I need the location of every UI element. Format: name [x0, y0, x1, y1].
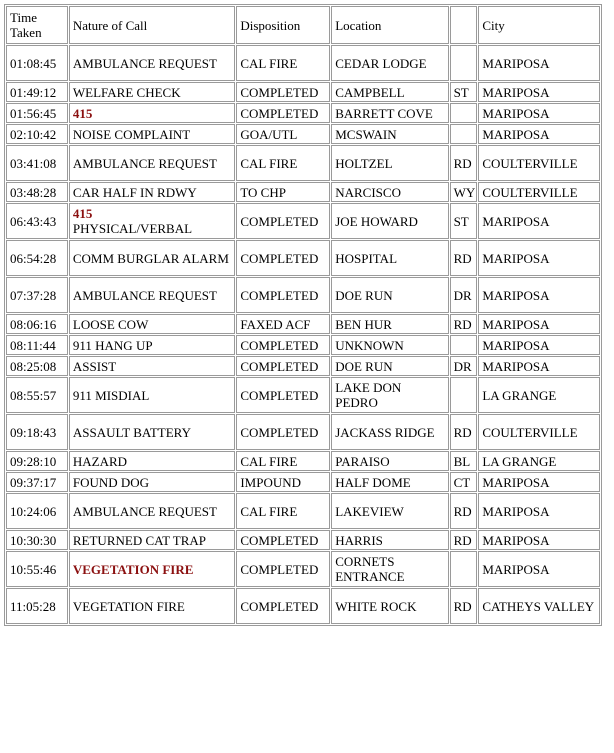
- cell-location: NARCISCO: [331, 182, 448, 202]
- cell-city: MARIPOSA: [478, 103, 600, 123]
- cell-location: UNKNOWN: [331, 335, 448, 355]
- cell-time: 09:28:10: [6, 451, 68, 471]
- cell-suffix: DR: [450, 356, 478, 376]
- nature-text: RETURNED CAT TRAP: [72, 532, 207, 548]
- cell-suffix: RD: [450, 414, 478, 450]
- cell-disposition: GOA/UTL: [236, 124, 330, 144]
- nature-text: AMBULANCE REQUEST: [72, 287, 217, 303]
- cell-disposition: CAL FIRE: [236, 451, 330, 471]
- nature-text: FOUND DOG: [72, 474, 150, 490]
- table-row: [6, 240, 600, 276]
- cell-time: 08:11:44: [6, 335, 68, 355]
- nature-text: 415: [72, 206, 93, 221]
- cell-location: BARRETT COVE: [331, 103, 448, 123]
- nature-text: 911 HANG UP: [72, 337, 153, 353]
- table-row: [6, 414, 600, 450]
- nature-text: CAR HALF IN RDWY: [72, 184, 197, 200]
- cell-suffix: CT: [450, 472, 478, 492]
- cell-suffix: [450, 45, 478, 81]
- cell-disposition: CAL FIRE: [236, 145, 330, 181]
- cell-city: MARIPOSA: [478, 314, 600, 334]
- cell-location: HARRIS: [331, 530, 448, 550]
- cell-suffix: DR: [450, 277, 478, 313]
- cell-location: MCSWAIN: [331, 124, 448, 144]
- cell-disposition: COMPLETED: [236, 82, 330, 102]
- nature-text: COMM BURGLAR ALARM: [72, 250, 229, 266]
- cell-time: 03:41:08: [6, 145, 68, 181]
- nature-text: AMBULANCE REQUEST: [72, 55, 217, 71]
- cell-disposition: TO CHP: [236, 182, 330, 202]
- cell-suffix: ST: [450, 203, 478, 239]
- cell-disposition: COMPLETED: [236, 203, 330, 239]
- cell-nature: [69, 182, 235, 202]
- cell-time: 06:54:28: [6, 240, 68, 276]
- cell-nature: [69, 277, 235, 313]
- header-location: Location: [331, 6, 448, 44]
- table-row: [6, 377, 600, 413]
- cell-location: PARAISO: [331, 451, 448, 471]
- cell-location: CAMPBELL: [331, 82, 448, 102]
- table-row: [6, 451, 600, 471]
- nature-text: 415: [72, 105, 93, 121]
- cell-city: LA GRANGE: [478, 377, 600, 413]
- cell-disposition: COMPLETED: [236, 103, 330, 123]
- cell-time: 02:10:42: [6, 124, 68, 144]
- cell-time: 09:37:17: [6, 472, 68, 492]
- cell-city: MARIPOSA: [478, 277, 600, 313]
- cell-city: COULTERVILLE: [478, 145, 600, 181]
- cell-city: MARIPOSA: [478, 124, 600, 144]
- table-row: [6, 530, 600, 550]
- cell-time: 10:24:06: [6, 493, 68, 529]
- cell-time: 09:18:43: [6, 414, 68, 450]
- cell-suffix: [450, 335, 478, 355]
- cell-disposition: COMPLETED: [236, 588, 330, 624]
- cell-location: LAKEVIEW: [331, 493, 448, 529]
- cell-disposition: IMPOUND: [236, 472, 330, 492]
- cell-nature: [69, 588, 235, 624]
- cell-time: 10:30:30: [6, 530, 68, 550]
- cell-location: LAKE DON PEDRO: [331, 377, 448, 413]
- cell-nature: [69, 451, 235, 471]
- cell-suffix: RD: [450, 588, 478, 624]
- cell-time: 01:08:45: [6, 45, 68, 81]
- call-log-table: [4, 4, 602, 626]
- header-city: City: [478, 6, 600, 44]
- cell-nature: [69, 240, 235, 276]
- cell-city: COULTERVILLE: [478, 414, 600, 450]
- cell-suffix: BL: [450, 451, 478, 471]
- cell-suffix: RD: [450, 145, 478, 181]
- table-row: [6, 182, 600, 202]
- table-row: [6, 472, 600, 492]
- nature-text: AMBULANCE REQUEST: [72, 503, 217, 519]
- nature-text: LOOSE COW: [72, 316, 149, 332]
- nature-text: HAZARD: [72, 453, 128, 469]
- cell-nature: [69, 335, 235, 355]
- table-row: [6, 45, 600, 81]
- cell-disposition: CAL FIRE: [236, 45, 330, 81]
- table-row: [6, 588, 600, 624]
- nature-text: VEGETATION FIRE: [72, 561, 194, 577]
- cell-suffix: ST: [450, 82, 478, 102]
- cell-city: MARIPOSA: [478, 472, 600, 492]
- cell-disposition: COMPLETED: [236, 377, 330, 413]
- cell-suffix: WY: [450, 182, 478, 202]
- cell-location: WHITE ROCK: [331, 588, 448, 624]
- cell-city: MARIPOSA: [478, 356, 600, 376]
- cell-city: MARIPOSA: [478, 551, 600, 587]
- cell-nature: [69, 493, 235, 529]
- cell-nature: [69, 472, 235, 492]
- table-row: [6, 493, 600, 529]
- cell-nature: [69, 124, 235, 144]
- cell-city: MARIPOSA: [478, 335, 600, 355]
- cell-suffix: RD: [450, 240, 478, 276]
- cell-suffix: [450, 551, 478, 587]
- cell-disposition: COMPLETED: [236, 335, 330, 355]
- table-row: [6, 203, 600, 239]
- cell-city: MARIPOSA: [478, 493, 600, 529]
- cell-city: MARIPOSA: [478, 240, 600, 276]
- cell-time: 08:25:08: [6, 356, 68, 376]
- cell-time: 01:56:45: [6, 103, 68, 123]
- cell-location: CORNETS ENTRANCE: [331, 551, 448, 587]
- call-log-body: [6, 45, 600, 624]
- cell-suffix: [450, 377, 478, 413]
- cell-suffix: RD: [450, 530, 478, 550]
- table-row: [6, 82, 600, 102]
- cell-city: MARIPOSA: [478, 203, 600, 239]
- cell-nature: [69, 103, 235, 123]
- cell-time: 08:06:16: [6, 314, 68, 334]
- cell-city: LA GRANGE: [478, 451, 600, 471]
- cell-time: 08:55:57: [6, 377, 68, 413]
- header-row: [6, 6, 600, 44]
- cell-time: 06:43:43: [6, 203, 68, 239]
- cell-city: MARIPOSA: [478, 45, 600, 81]
- cell-time: 10:55:46: [6, 551, 68, 587]
- nature-text: AMBULANCE REQUEST: [72, 155, 217, 171]
- cell-nature: [69, 45, 235, 81]
- cell-time: 07:37:28: [6, 277, 68, 313]
- cell-city: MARIPOSA: [478, 530, 600, 550]
- nature-text: 911 MISDIAL: [72, 387, 150, 403]
- cell-disposition: FAXED ACF: [236, 314, 330, 334]
- table-row: [6, 103, 600, 123]
- cell-city: MARIPOSA: [478, 82, 600, 102]
- cell-disposition: COMPLETED: [236, 356, 330, 376]
- cell-nature: [69, 82, 235, 102]
- header-nature: Nature of Call: [69, 6, 235, 44]
- table-row: [6, 314, 600, 334]
- cell-city: CATHEYS VALLEY: [478, 588, 600, 624]
- table-row: [6, 356, 600, 376]
- cell-disposition: COMPLETED: [236, 240, 330, 276]
- cell-suffix: RD: [450, 493, 478, 529]
- nature-text: VEGETATION FIRE: [72, 598, 185, 614]
- cell-city: COULTERVILLE: [478, 182, 600, 202]
- cell-location: HALF DOME: [331, 472, 448, 492]
- cell-location: HOLTZEL: [331, 145, 448, 181]
- nature-subtext: PHYSICAL/VERBAL: [72, 221, 193, 236]
- cell-nature: [69, 145, 235, 181]
- cell-disposition: COMPLETED: [236, 414, 330, 450]
- cell-location: DOE RUN: [331, 277, 448, 313]
- cell-nature: [69, 356, 235, 376]
- table-row: [6, 277, 600, 313]
- cell-disposition: CAL FIRE: [236, 493, 330, 529]
- cell-time: 01:49:12: [6, 82, 68, 102]
- cell-nature: [69, 314, 235, 334]
- cell-location: BEN HUR: [331, 314, 448, 334]
- cell-nature: [69, 203, 235, 239]
- cell-location: JOE HOWARD: [331, 203, 448, 239]
- cell-time: 11:05:28: [6, 588, 68, 624]
- cell-location: CEDAR LODGE: [331, 45, 448, 81]
- table-row: [6, 335, 600, 355]
- nature-text: NOISE COMPLAINT: [72, 126, 191, 142]
- header-disposition: Disposition: [236, 6, 330, 44]
- cell-nature: [69, 377, 235, 413]
- table-row: [6, 124, 600, 144]
- cell-suffix: [450, 103, 478, 123]
- table-row: [6, 551, 600, 587]
- nature-text: ASSIST: [72, 358, 117, 374]
- cell-location: HOSPITAL: [331, 240, 448, 276]
- nature-text: WELFARE CHECK: [72, 84, 181, 100]
- cell-suffix: [450, 124, 478, 144]
- header-time: Time Taken: [6, 6, 68, 44]
- cell-disposition: COMPLETED: [236, 277, 330, 313]
- cell-nature: [69, 530, 235, 550]
- cell-nature: [69, 551, 235, 587]
- cell-disposition: COMPLETED: [236, 530, 330, 550]
- cell-time: 03:48:28: [6, 182, 68, 202]
- nature-text: ASSAULT BATTERY: [72, 424, 191, 440]
- cell-location: JACKASS RIDGE: [331, 414, 448, 450]
- header-suffix: [450, 6, 478, 44]
- cell-location: DOE RUN: [331, 356, 448, 376]
- cell-nature: [69, 414, 235, 450]
- cell-suffix: RD: [450, 314, 478, 334]
- table-row: [6, 145, 600, 181]
- cell-disposition: COMPLETED: [236, 551, 330, 587]
